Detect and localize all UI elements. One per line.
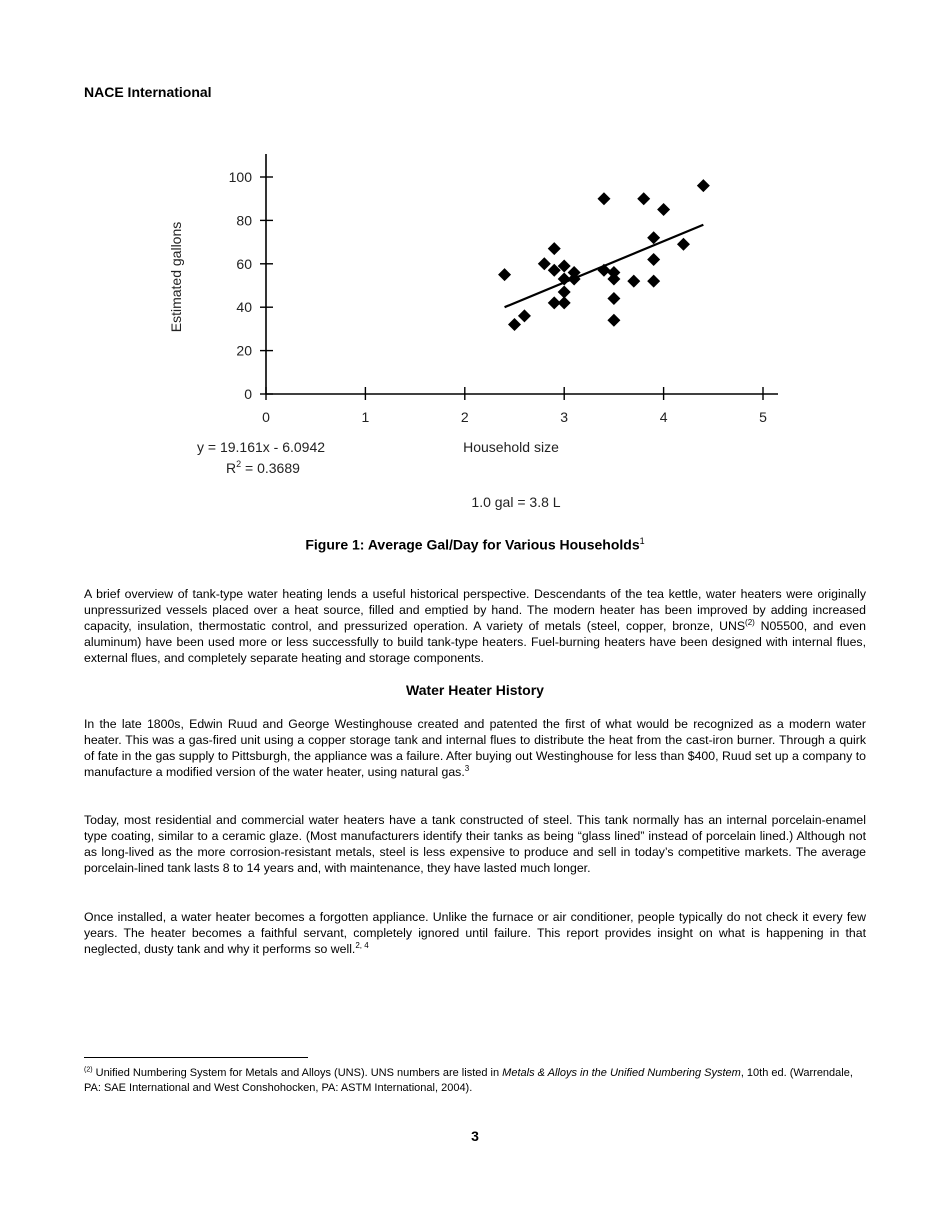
scatter-chart: [150, 140, 800, 520]
paragraph-text: Once installed, a water heater becomes a forgotten appliance. Unlike the furnace or air conditioner, people typically do not check it every few years. The heater becomes a faithful servant, completely ignored until failure. This report provides insight on what is happening in that neglected, dusty tank and why it performs so well.: [84, 910, 866, 956]
data-point: [548, 242, 561, 255]
data-point: [508, 318, 521, 331]
footnote-marker: (2): [84, 1066, 93, 1074]
reference-marker: 3: [464, 763, 470, 773]
section-heading: Water Heater History: [406, 682, 544, 698]
chart-ticks: [229, 169, 767, 425]
data-point: [607, 314, 620, 327]
x-tick-label: 3: [560, 409, 569, 425]
trend-line: [505, 225, 704, 307]
data-point: [627, 275, 640, 288]
x-tick-label: 5: [759, 409, 767, 425]
footnote-text: Unified Numbering System for Metals and Alloys (UNS). UNS numbers are listed in: [92, 1067, 503, 1079]
data-point: [498, 268, 511, 281]
history-paragraph-2: [84, 812, 866, 876]
data-point: [647, 275, 660, 288]
x-tick-label: 0: [262, 409, 270, 425]
page-number: 3: [471, 1128, 479, 1144]
footnote: [84, 1066, 866, 1096]
data-point: [677, 238, 690, 251]
reference-marker: 2, 4: [355, 940, 369, 950]
footnote-title: Metals & Alloys in the Unified Numbering System: [502, 1067, 741, 1079]
data-point: [558, 296, 571, 309]
intro-paragraph: [84, 586, 866, 666]
data-point: [607, 292, 620, 305]
data-point: [518, 309, 531, 322]
y-tick-label: 40: [236, 299, 252, 316]
unit-conversion-note: 1.0 gal = 3.8 L: [471, 494, 561, 510]
caption-text: Figure 1: Average Gal/Day for Various Households: [305, 536, 640, 553]
data-point: [637, 192, 650, 205]
history-paragraph-3: [84, 909, 866, 957]
paragraph-text: Today, most residential and commercial water heaters have a tank constructed of steel. This tank normally has an internal porcelain-enamel type coating, similar to a ceramic glaze. (Most manufacturers identify their tanks as being “glass lined” instead of porcelain lined.) Although not as long-lived as the more corrosion-resistant metals, steel is less expensive to produce and sell in today’s competitive markets. The average porcelain-lined tank lasts 8 to 14 years and, with maintenance, they have lasted much longer.: [84, 813, 866, 875]
x-tick-label: 4: [659, 409, 668, 425]
footnote-divider: [84, 1057, 308, 1058]
chart-points: [498, 179, 710, 331]
caption-reference: 1: [639, 536, 645, 546]
data-point: [697, 179, 710, 192]
paragraph-text: In the late 1800s, Edwin Ruud and George Westinghouse created and patented the first of what would be recognized as a modern water heater. This was a gas-fired unit using a copper storage tank and internal flues to distribute the heat from the cast-iron burner. Through a quirk of fate in the gas supply to Pittsburgh, the appliance was a failure. After buying out Westinghouse for less than $400, Ruud set up a company to manufacture a modified version of the water heater, using natural gas.: [84, 717, 866, 779]
y-tick-label: 0: [244, 386, 252, 402]
data-point: [538, 257, 551, 270]
footnote-text-end: , 10th ed. (Warrendale, PA: SAE International and West Conshohocken, PA: ASTM International, 2004).: [84, 1067, 853, 1094]
intro-text-2: N05500, and even aluminum) have been used more or less successfully to build tank-type heaters. Fuel-burning heaters have been designed with internal flues, external flues, and completely separate heating and storage components.: [84, 619, 866, 665]
uns-footnote-ref: (2): [745, 617, 755, 627]
history-paragraph-1: [84, 716, 866, 780]
intro-text-1: A brief overview of tank-type water heating lends a useful historical perspective. Descendants of the tea kettle, water heaters were originally unpressurized vessels placed over a heat source, filled and emptied by hand. The modern heater has been improved by adding increased capacity, insulation, thermostatic control, and pressurized operation. A variety of metals (steel, copper, bronze, UNS: [84, 587, 866, 633]
y-tick-label: 20: [236, 342, 252, 359]
x-tick-label: 2: [460, 409, 469, 425]
y-tick-label: 60: [236, 255, 252, 272]
data-point: [647, 253, 660, 266]
data-point: [607, 272, 620, 285]
y-axis-label: Estimated gallons: [168, 221, 184, 333]
figure-caption: [0, 536, 950, 553]
y-tick-label: 100: [228, 169, 252, 185]
x-tick-label: 1: [361, 409, 370, 425]
data-point: [657, 203, 670, 216]
regression-equation: y = 19.161x - 6.0942: [197, 439, 326, 455]
x-axis-label: Household size: [463, 439, 559, 455]
data-point: [597, 192, 610, 205]
y-tick-label: 80: [236, 212, 252, 229]
running-header: NACE International: [84, 84, 212, 100]
r-squared: $R^2 = 0.3689$: [226, 459, 300, 476]
